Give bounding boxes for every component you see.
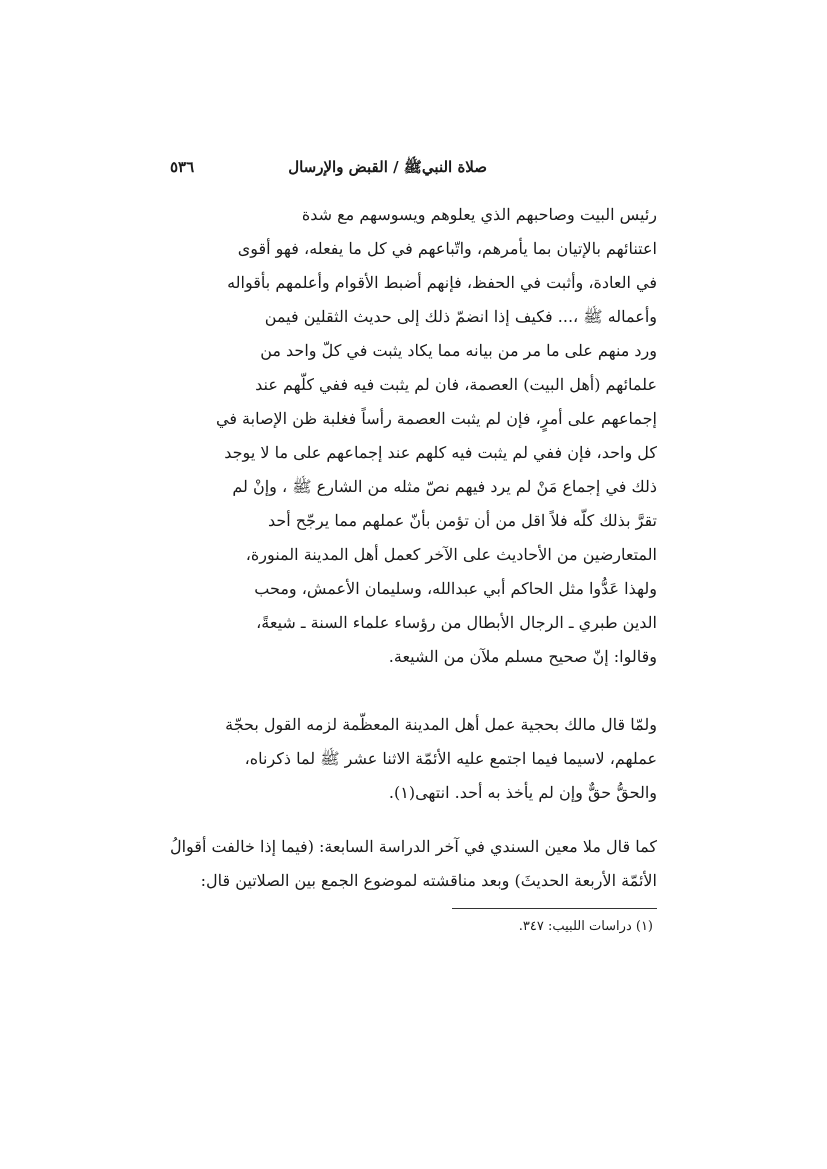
text-line: ورد منهم على ما مر من بيانه مما يكاد يثبت في كلّ واحد من xyxy=(260,341,657,360)
text-line: ولهذا عَدُّوا مثل الحاكم أبي عبدالله، وسليمان الأعمش، ومحب xyxy=(254,579,657,598)
text-line: ذلك في إجماع مَنْ لم يرد فيهم نصّ مثله من الشارع ﷺ ، وإنْ لم xyxy=(232,477,657,496)
text-line: عملهم، لاسيما فيما اجتمع عليه الأئمّة الاثنا عشر ﷺ لما ذكرناه، xyxy=(244,749,657,768)
text-line: علمائهم (أهل البيت) العصمة، فان لم يثبت فيه ففي كلّهم عند xyxy=(255,375,657,394)
text-line: كل واحد، فإن ففي لم يثبت فيه كلهم عند إجماعهم على ما لا يوجد xyxy=(224,443,657,462)
text-line: وأعماله ﷺ ،... فكيف إذا انضمّ ذلك إلى حديث الثقلين فيمن xyxy=(264,307,657,326)
running-header xyxy=(170,158,657,186)
page-number: ٥٣٦ xyxy=(170,158,195,176)
text-line: تقرَّ بذلك كلّه فلاً اقل من أن تؤمن بأنّ عملهم مما يرجّح أحد xyxy=(267,511,657,530)
footnote: (١) دراسات اللبيب: ٣٤٧. xyxy=(518,919,653,934)
text-line: المتعارضين من الأحاديث على الآخر كعمل أهل المدينة المنورة، xyxy=(245,545,657,564)
text-line: كما قال ملا معين السندي في آخر الدراسة السابعة: (فيما إذا خالفت أقوالُ xyxy=(170,837,657,856)
text-line: ولمّا قال مالك بحجية عمل أهل المدينة المعظّمة لزمه القول بحجّة xyxy=(225,715,657,734)
text-line: اعتنائهم بالإتيان بما يأمرهم، واتّباعهم في كل ما يفعله، فهو أقوى xyxy=(237,239,657,258)
text-line: رئيس البيت وصاحبهم الذي يعلوهم ويسوسهم مع شدة xyxy=(301,205,657,224)
book-title: صلاة النبيﷺ / القبض والإرسال xyxy=(288,158,487,176)
text-line: الدين طبري ـ الرجال الأبطال من رؤساء علماء السنة ـ شيعةً، xyxy=(256,613,657,632)
text-line: الأئمّة الأربعة الحديثَ) وبعد مناقشته لموضوع الجمع بين الصلاتين قال: xyxy=(200,871,657,890)
closing-paragraph xyxy=(170,830,657,898)
footnote-separator xyxy=(452,908,657,909)
text-line: والحقُّ حقٌّ وإن لم يأخذ به أحد. انتهى(١). xyxy=(388,783,657,802)
quote-paragraph xyxy=(170,708,657,810)
text-line: وقالوا: إنّ صحيح مسلم ملآن من الشيعة. xyxy=(388,647,657,666)
text-line: إجماعهم على أمرٍ، فإن لم يثبت العصمة رأساً فغلبة ظن الإصابة في xyxy=(215,409,657,428)
main-paragraph xyxy=(170,198,657,674)
text-line: في العادة، وأثبت في الحفظ، فإنهم أضبط الأقوام وأعلمهم بأقواله xyxy=(227,273,657,292)
